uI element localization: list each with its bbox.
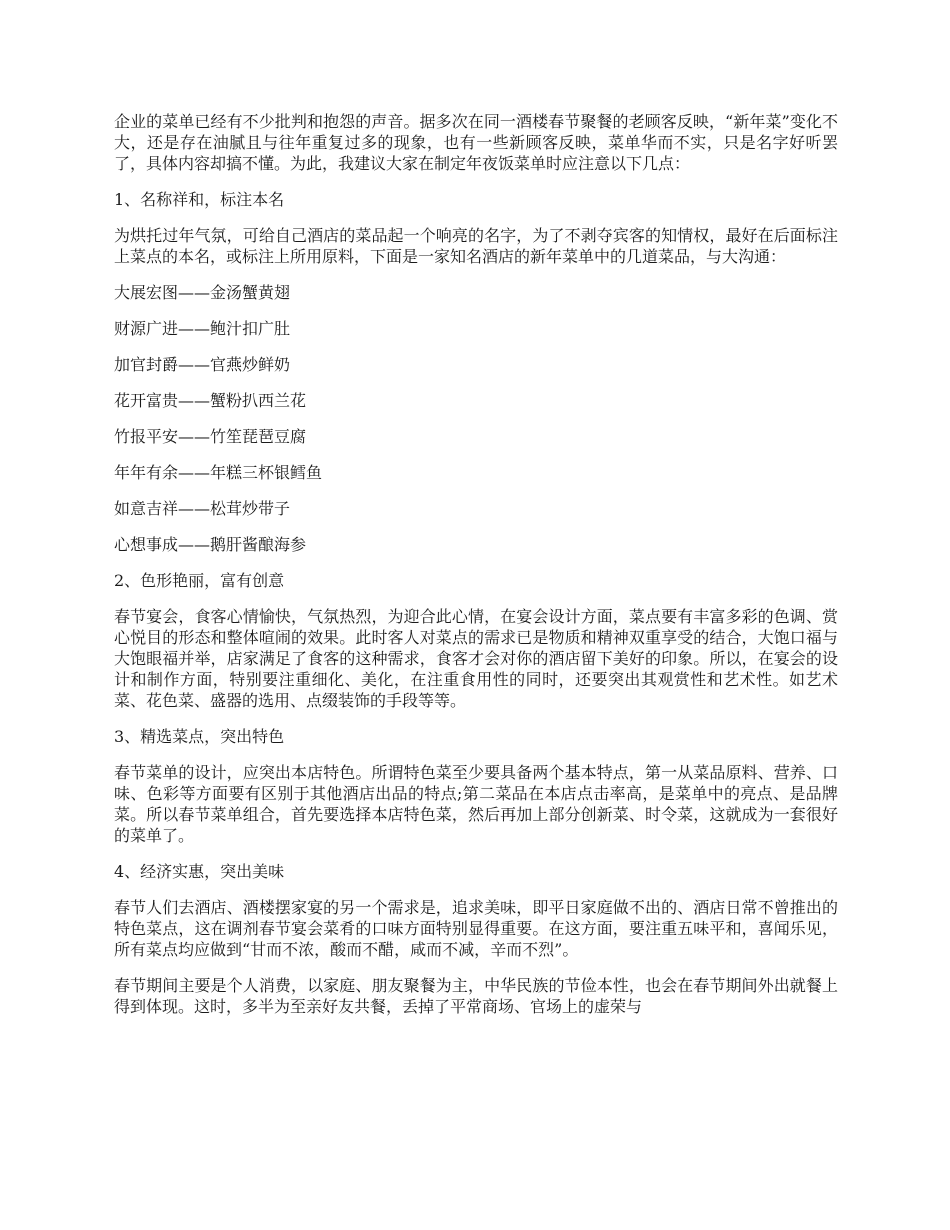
dish-list <box>114 282 838 555</box>
section-heading-1: 1、名称祥和，标注本名 <box>114 190 285 209</box>
dish-item: 大展宏图——金汤蟹黄翅 <box>114 283 291 302</box>
intro-paragraph: 企业的菜单已经有不少批判和抱怨的声音。据多次在同一酒楼春节聚餐的老顾客反映，“新年菜”变化不大，还是存在油腻且与往年重复过多的现象，也有一些新顾客反映，菜单华而不实，只是名字好听罢了，具体内容却搞不懂。为此，我建议大家在制定年夜饭菜单时应注意以下几点： <box>114 112 838 173</box>
dish-item: 竹报平安——竹笙琵琶豆腐 <box>114 427 307 446</box>
section-4-paragraph-2: 春节期间主要是个人消费，以家庭、朋友聚餐为主，中华民族的节俭本性，也会在春节期间外出就餐上得到体现。这时，多半为至亲好友共餐，丢掉了平常商场、官场上的虚荣与 <box>114 976 838 1016</box>
section-4-paragraph-1: 春节人们去酒店、酒楼摆家宴的另一个需求是，追求美味，即平日家庭做不出的、酒店日常不曾推出的特色菜点，这在调剂春节宴会菜肴的口味方面特别显得重要。在这方面，要注重五味平和，喜闻乐见，所有菜点均应做到“甘而不浓，酸而不醋，咸而不减，辛而不烈”。 <box>114 898 838 959</box>
dish-item: 心想事成——鹅肝酱酿海参 <box>114 535 307 554</box>
section-heading-4: 4、经济实惠，突出美味 <box>114 862 285 881</box>
section-3-paragraph: 春节菜单的设计，应突出本店特色。所谓特色菜至少要具备两个基本特点，第一从菜品原料、营养、口味、色彩等方面要有区别于其他酒店出品的特点;第二菜品在本店点击率高，是菜单中的亮点、是品牌菜。所以春节菜单组合，首先要选择本店特色菜，然后再加上部分创新菜、时令菜，这就成为一套很好的菜单了。 <box>114 763 838 845</box>
section-1-paragraph: 为烘托过年气氛，可给自己酒店的菜品起一个响亮的名字，为了不剥夺宾客的知情权，最好在后面标注上菜点的本名，或标注上所用原料，下面是一家知名酒店的新年菜单中的几道菜品，与大沟通： <box>114 226 838 266</box>
dish-item: 年年有余——年糕三杯银鳕鱼 <box>114 463 323 482</box>
dish-item: 如意吉祥——松茸炒带子 <box>114 499 291 518</box>
section-heading-2: 2、色形艳丽，富有创意 <box>114 571 285 590</box>
section-heading-3: 3、精选菜点，突出特色 <box>114 727 285 746</box>
dish-item: 财源广进——鲍汁扣广肚 <box>114 319 291 338</box>
document-page <box>114 111 838 1032</box>
dish-item: 加官封爵——官燕炒鲜奶 <box>114 355 291 374</box>
dish-item: 花开富贵——蟹粉扒西兰花 <box>114 391 307 410</box>
section-2-paragraph: 春节宴会，食客心情愉快，气氛热烈，为迎合此心情，在宴会设计方面，菜点要有丰富多彩的色调、赏心悦目的形态和整体喧闹的效果。此时客人对菜点的需求已是物质和精神双重享受的结合，大饱口福与大饱眼福并举，店家满足了食客的这种需求，食客才会对你的酒店留下美好的印象。所以，在宴会的设计和制作方面，特别要注重细化、美化，在注重食用性的同时，还要突出其观赏性和艺术性。如艺术菜、花色菜、盛器的选用、点缀装饰的手段等等。 <box>114 607 838 710</box>
